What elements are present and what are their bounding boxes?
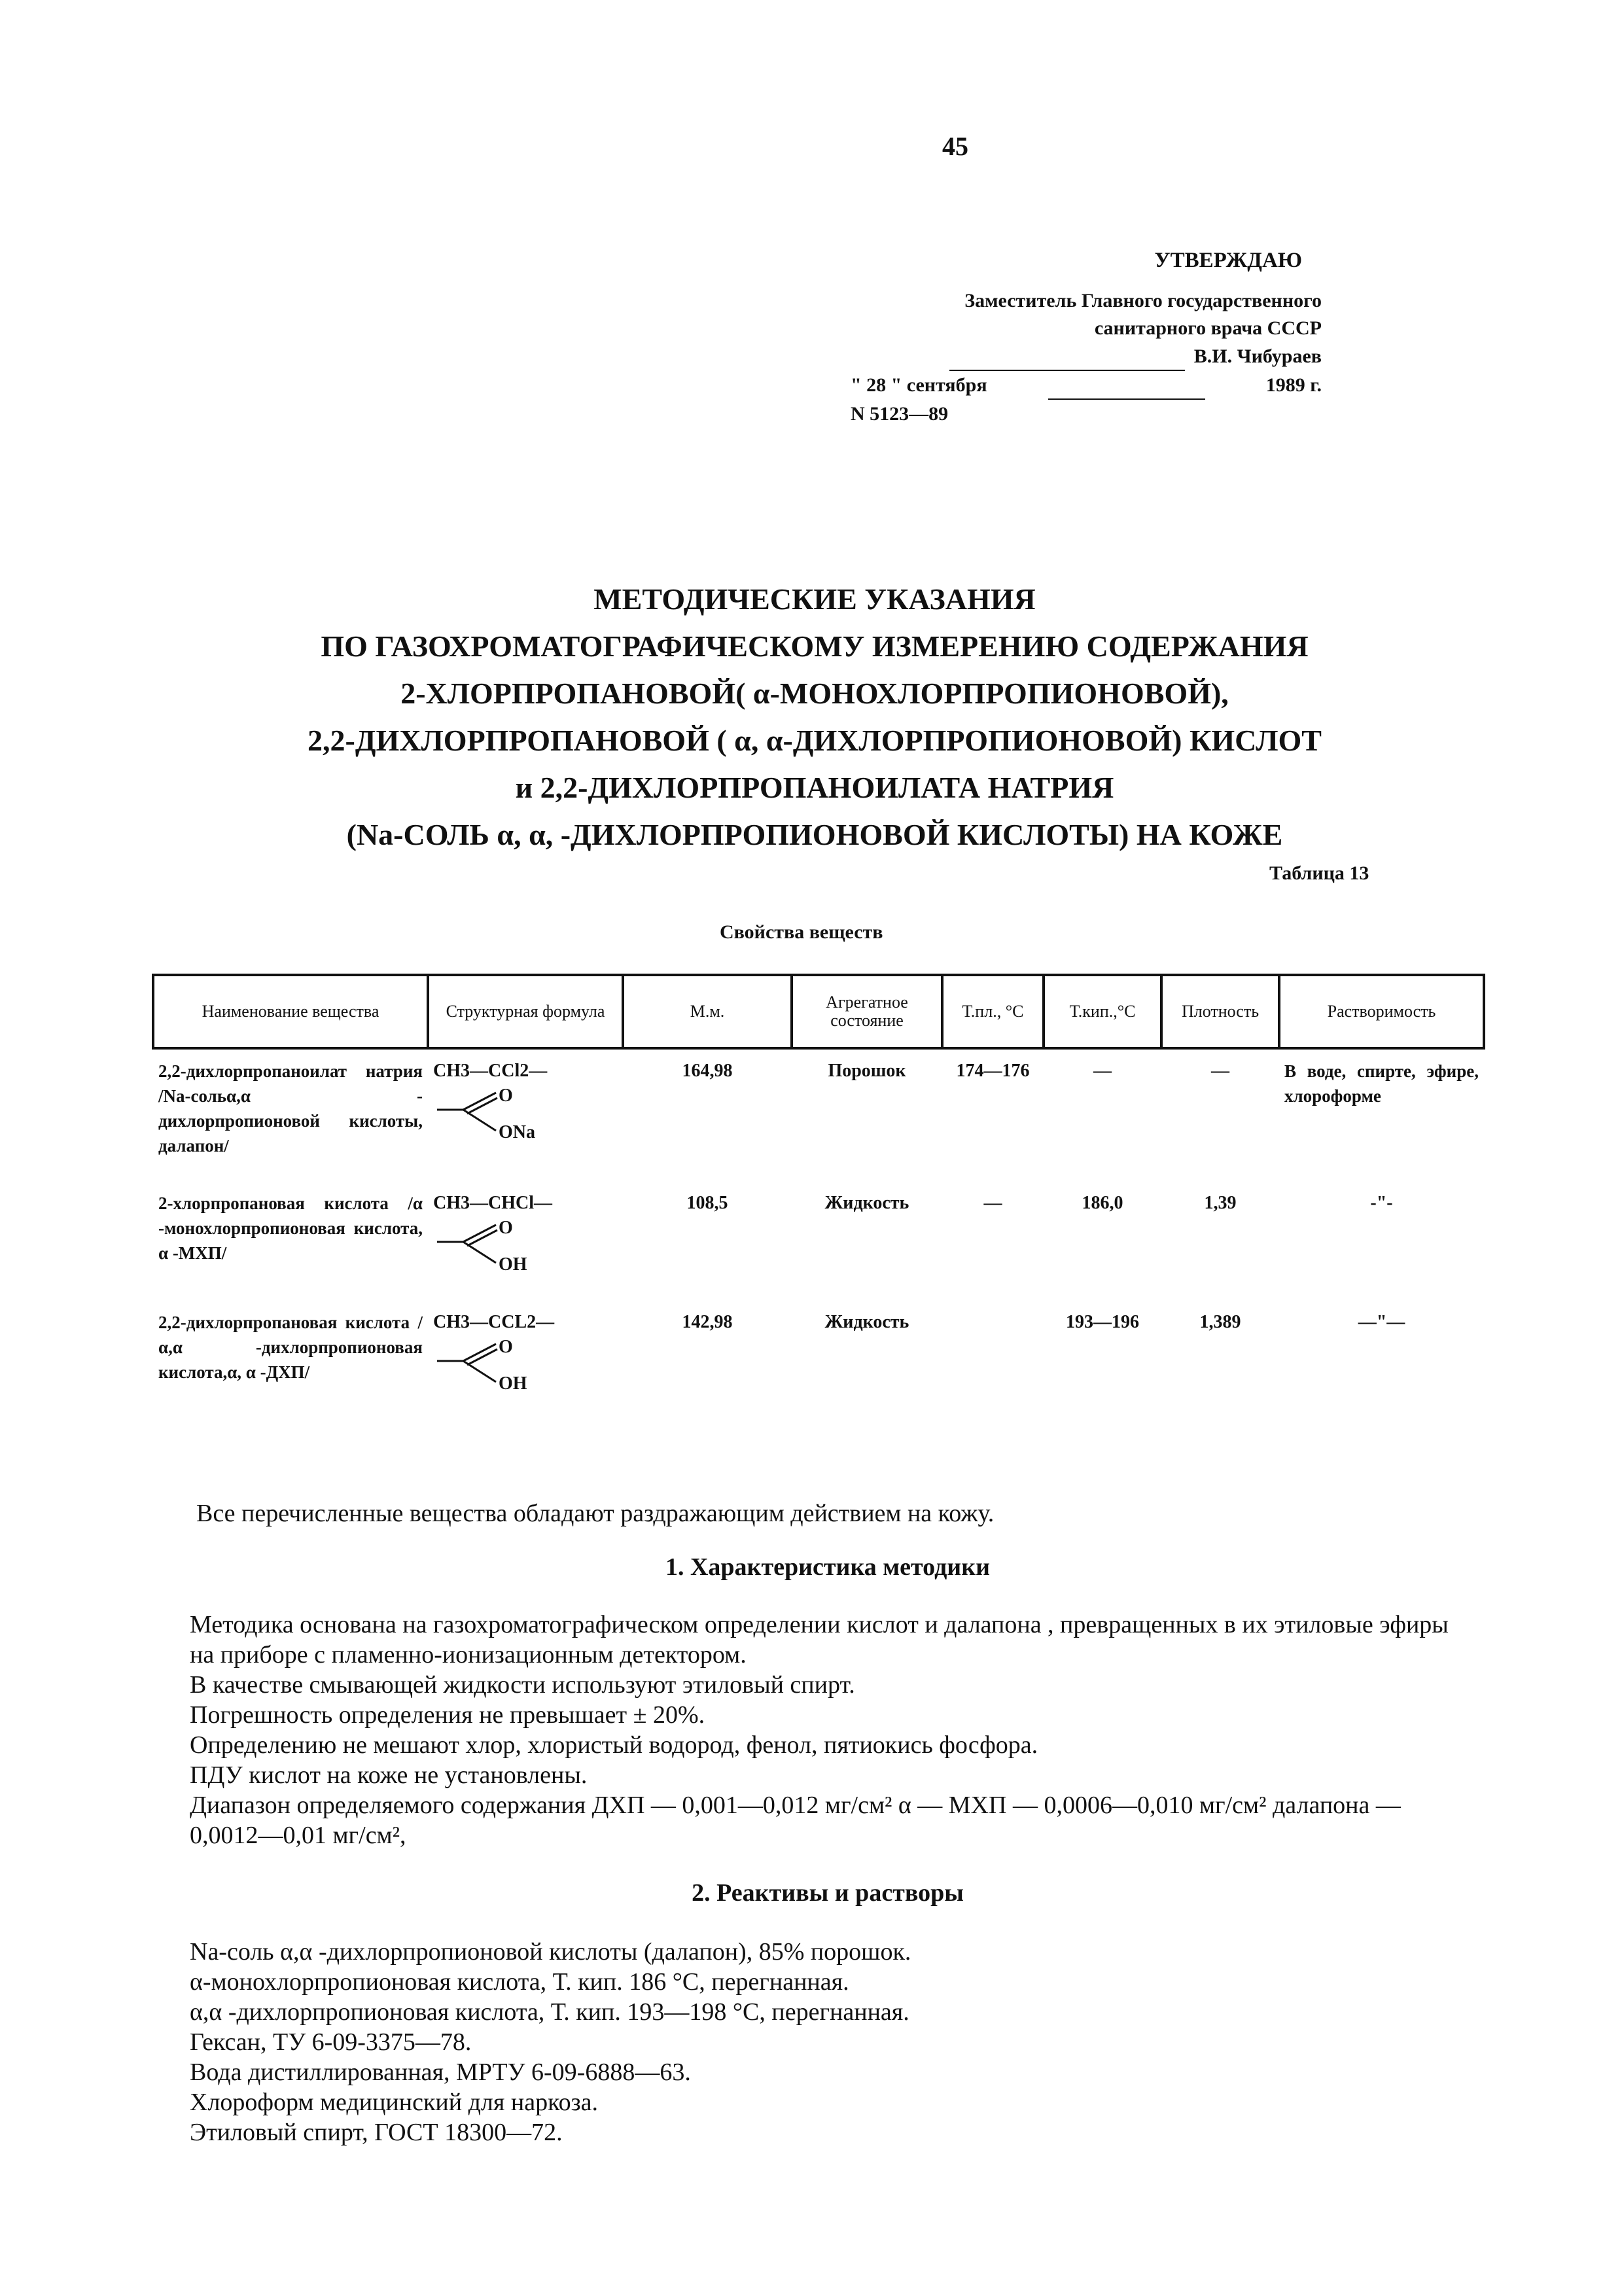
title-line: 2,2-ДИХЛОРПРОПАНОВОЙ ( α, α-ДИХЛОРПРОПИОНОВОЙ) КИСЛОТ: [308, 724, 1322, 757]
header-solubility: Растворимость: [1279, 975, 1484, 1048]
approval-position-line1: Заместитель Главного государственного: [964, 290, 1322, 311]
cell-name: 2,2-дихлорпропановая кислота /α,α -дихлорпропионовая кислота,α, α -ДХП/: [158, 1313, 423, 1382]
cell-solubility: -"-: [1370, 1193, 1393, 1213]
approval-date-year: 1989 г.: [1265, 374, 1322, 396]
header-mp: Т.пл., °С: [942, 975, 1044, 1048]
paragraph: Определению не мешают хлор, хлористый водород, фенол, пятиокись фосфора.: [190, 1731, 1038, 1759]
irritation-note: Все перечисленные вещества обладают раздражающим действием на кожу.: [196, 1500, 995, 1527]
title-line: ПО ГАЗОХРОМАТОГРАФИЧЕСКОМУ ИЗМЕРЕНИЮ СОДЕРЖАНИЯ: [321, 629, 1309, 663]
approval-title: УТВЕРЖДАЮ: [1154, 249, 1302, 272]
reagent-item: Вода дистиллированная, МРТУ 6-09-6888—63.: [190, 2058, 691, 2086]
signature-blank: [949, 350, 1185, 371]
approval-date-line: [851, 371, 1322, 400]
cell-name: 2-хлорпропановая кислота /α -монохлорпропионовая кислота, α -МХП/: [158, 1193, 423, 1263]
title-line: 2-ХЛОРПРОПАНОВОЙ( α-МОНОХЛОРПРОПИОНОВОЙ),: [400, 677, 1229, 710]
reagent-item: α,α -дихлорпропионовая кислота, Т. кип. 193—198 °С, перегнанная.: [190, 1998, 909, 2026]
document-title: [216, 576, 1413, 858]
section1-body: [190, 1610, 1466, 1850]
header-name: Наименование вещества: [153, 975, 428, 1048]
paragraph: Методика основана на газохроматографическом определении кислот и далапона , превращенных в их этиловые эфиры на приборе с пламенно-ионизационным детектором.: [190, 1611, 1449, 1669]
cell-density: —: [1211, 1061, 1229, 1081]
title-line: и 2,2-ДИХЛОРПРОПАНОИЛАТА НАТРИЯ: [515, 771, 1114, 804]
approval-block: [851, 249, 1322, 429]
cell-name: 2,2-дихлорпропаноилат натрия /Na-сольα,α - дихлорпропионовой кислоты, далапон/: [158, 1061, 423, 1156]
cell-formula: [428, 1301, 623, 1420]
cell-state: Порошок: [828, 1061, 906, 1081]
cell-mp: [942, 1301, 1044, 1420]
formula-oxygen: O: [499, 1218, 513, 1238]
reagent-item: Гексан, ТУ 6-09-3375—78.: [190, 2028, 472, 2056]
approval-position-line2: санитарного врача СССР: [1094, 317, 1322, 339]
paragraph: В качестве смывающей жидкости используют этиловый спирт.: [190, 1671, 855, 1699]
title-line: (Na-СОЛЬ α, α, -ДИХЛОРПРОПИОНОВОЙ КИСЛОТЫ) НА КОЖЕ: [346, 818, 1283, 851]
cell-solubility: —"—: [1358, 1312, 1405, 1332]
reagent-item: α-монохлорпропионовая кислота, Т. кип. 186 °С, перегнанная.: [190, 1968, 849, 1996]
approval-signatory: В.И. Чибураев: [1193, 345, 1322, 367]
approval-date-day: " 28 " сентября: [851, 374, 987, 396]
formula-main: CH3—CCL2—: [433, 1312, 555, 1332]
formula-main: CH3—CCl2—: [433, 1061, 548, 1081]
formula-main: CH3—CHCl—: [433, 1193, 552, 1213]
cell-bp: 186,0: [1082, 1193, 1123, 1213]
table-row: [153, 1301, 1484, 1420]
header-formula: Структурная формула: [428, 975, 623, 1048]
paragraph: ПДУ кислот на коже не установлены.: [190, 1761, 588, 1789]
cell-mm: 164,98: [682, 1061, 733, 1081]
formula-group: OH: [499, 1373, 527, 1394]
cell-formula: [428, 1182, 623, 1301]
reagent-item: Этиловый спирт, ГОСТ 18300—72.: [190, 2119, 563, 2146]
header-state: Агрегатное состояние: [792, 975, 942, 1048]
header-mm: М.м.: [623, 975, 792, 1048]
carboxyl-bond-drawing: [437, 1341, 502, 1387]
formula-oxygen: O: [499, 1337, 513, 1357]
cell-formula: [428, 1048, 623, 1182]
table-caption: Свойства веществ: [720, 921, 883, 943]
table-header-row: [153, 975, 1484, 1048]
cell-bp: —: [1093, 1061, 1112, 1081]
formula-oxygen: O: [499, 1086, 513, 1106]
carboxyl-bond-drawing: [437, 1222, 502, 1268]
reagent-item: Na-соль α,α -дихлорпропионовой кислоты (далапон), 85% порошок.: [190, 1938, 911, 1966]
header-bp: Т.кип.,°С: [1044, 975, 1161, 1048]
cell-solubility: В воде, спирте, эфире, хлороформе: [1284, 1061, 1479, 1106]
table-row: [153, 1048, 1484, 1182]
title-line: МЕТОДИЧЕСКИЕ УКАЗАНИЯ: [593, 582, 1036, 616]
cell-mm: 108,5: [686, 1193, 728, 1213]
table-label: Таблица 13: [1269, 862, 1369, 884]
properties-table: [152, 974, 1485, 1420]
cell-state: Жидкость: [824, 1193, 909, 1213]
approval-number: N 5123—89: [851, 403, 949, 425]
date-blank: [1048, 379, 1205, 400]
cell-density: 1,389: [1199, 1312, 1241, 1332]
approval-signature-line: [851, 342, 1322, 371]
paragraph: Диапазон определяемого содержания ДХП — 0,001—0,012 мг/см² α — МХП — 0,0006—0,010 мг/см² далапона — 0,0012—0,01 мг/см²,: [190, 1792, 1401, 1849]
header-density: Плотность: [1161, 975, 1279, 1048]
reagent-item: Хлороформ медицинский для наркоза.: [190, 2089, 598, 2116]
cell-density: 1,39: [1204, 1193, 1237, 1213]
page-number: 45: [942, 132, 968, 161]
cell-bp: 193—196: [1066, 1312, 1139, 1332]
section1-heading: 1. Характеристика методики: [665, 1553, 990, 1581]
carboxyl-bond-drawing: [437, 1090, 502, 1136]
cell-mp: 174—176: [956, 1061, 1030, 1081]
section2-heading: 2. Реактивы и растворы: [692, 1879, 964, 1907]
formula-group: ONa: [499, 1122, 535, 1142]
paragraph: Погрешность определения не превышает ± 20%.: [190, 1701, 705, 1729]
formula-group: OH: [499, 1254, 527, 1275]
cell-state: Жидкость: [824, 1312, 909, 1332]
table-row: [153, 1182, 1484, 1301]
cell-mm: 142,98: [682, 1312, 733, 1332]
section2-body: [190, 1937, 1466, 2147]
cell-mp: —: [983, 1193, 1002, 1213]
